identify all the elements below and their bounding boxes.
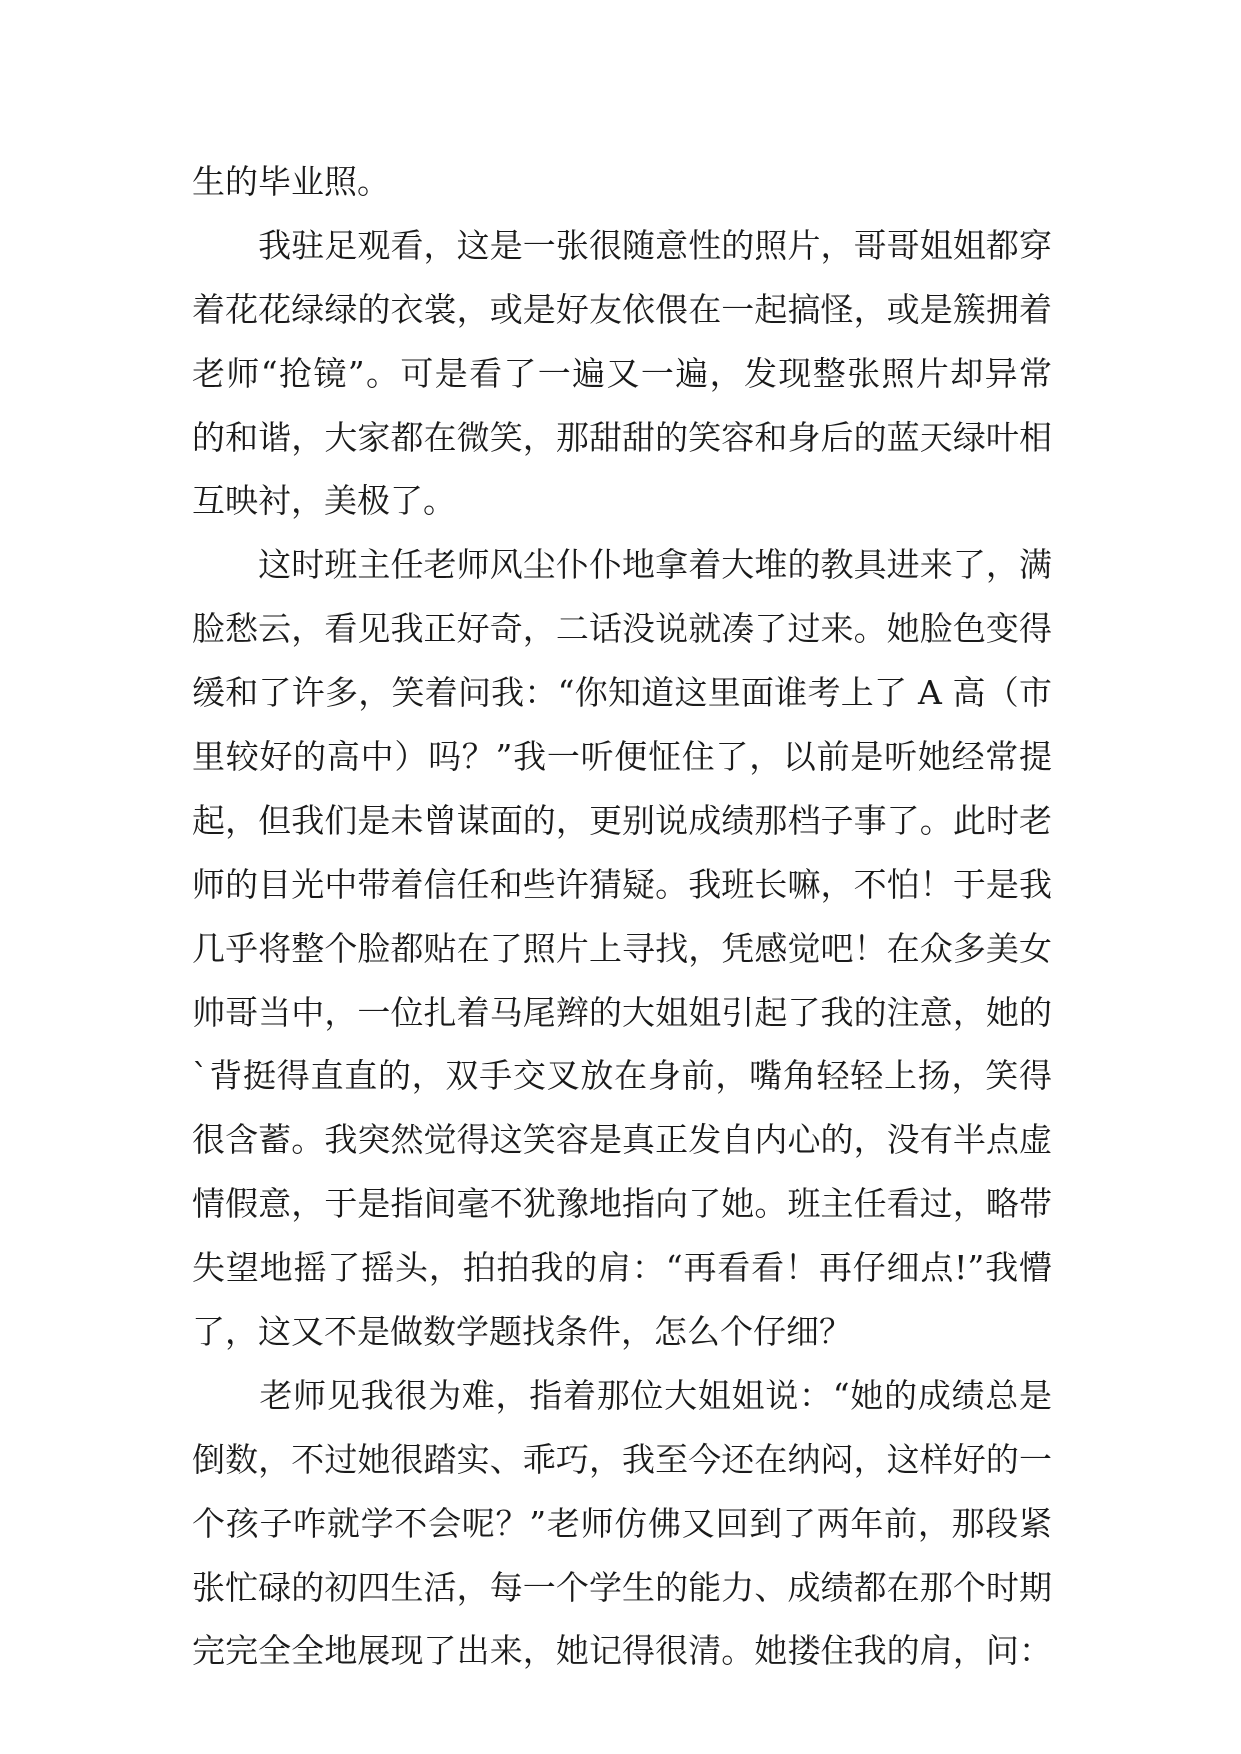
text-line: 起，但我们是未曾谋面的，更别说成绩那档子事了。此时老 xyxy=(192,800,1052,840)
text-line: 这时班主任老师风尘仆仆地拿着大堆的教具进来了，满 xyxy=(192,545,1052,585)
text-line: 了，这又不是做数学题找条件，怎么个仔细？ xyxy=(192,1312,852,1352)
text-line: 师的目光中带着信任和些许猜疑。我班长嘛，不怕！于是我 xyxy=(192,864,1052,904)
text-line: 里较好的高中）吗？”我一听便怔住了，以前是听她经常提 xyxy=(192,737,1052,777)
text-line: 倒数，不过她很踏实、乖巧，我至今还在纳闷，这样好的一 xyxy=(192,1439,1052,1479)
text-line: 几乎将整个脸都贴在了照片上寻找，凭感觉吧！在众多美女 xyxy=(192,928,1052,968)
text-line: 张忙碌的初四生活，每一个学生的能力、成绩都在那个时期 xyxy=(192,1567,1052,1607)
text-line: `背挺得直直的，双手交叉放在身前，嘴角轻轻上扬，笑得 xyxy=(192,1056,1052,1096)
text-line: 个孩子咋就学不会呢？”老师仿佛又回到了两年前，那段紧 xyxy=(192,1503,1052,1543)
text-line: 我驻足观看，这是一张很随意性的照片，哥哥姐姐都穿 xyxy=(192,225,1052,265)
text-line: 帅哥当中，一位扎着马尾辫的大姐姐引起了我的注意，她的 xyxy=(192,992,1052,1032)
text-line: 的和谐，大家都在微笑，那甜甜的笑容和身后的蓝天绿叶相 xyxy=(192,417,1052,457)
text-line: 完完全全地展现了出来，她记得很清。她搂住我的肩，问： xyxy=(192,1631,1052,1671)
body-text xyxy=(192,150,1052,1683)
text-line: 着花花绿绿的衣裳，或是好友依偎在一起搞怪，或是簇拥着 xyxy=(192,289,1052,329)
text-line: 很含蓄。我突然觉得这笑容是真正发自内心的，没有半点虚 xyxy=(192,1120,1052,1160)
text-line: 情假意，于是指间毫不犹豫地指向了她。班主任看过，略带 xyxy=(192,1184,1052,1224)
text-line: 失望地摇了摇头，拍拍我的肩：“再看看！再仔细点!”我懵 xyxy=(192,1248,1052,1288)
text-line: 老师见我很为难，指着那位大姐姐说：“她的成绩总是 xyxy=(192,1375,1052,1415)
text-line: 缓和了许多，笑着问我：“你知道这里面谁考上了 A 高（市 xyxy=(192,673,1052,713)
text-line: 老师“抢镜”。可是看了一遍又一遍，发现整张照片却异常 xyxy=(192,353,1052,393)
text-line: 互映衬，美极了。 xyxy=(192,481,456,521)
text-line: 生的毕业照。 xyxy=(192,162,390,201)
text-line: 脸愁云，看见我正好奇，二话没说就凑了过来。她脸色变得 xyxy=(192,609,1052,649)
